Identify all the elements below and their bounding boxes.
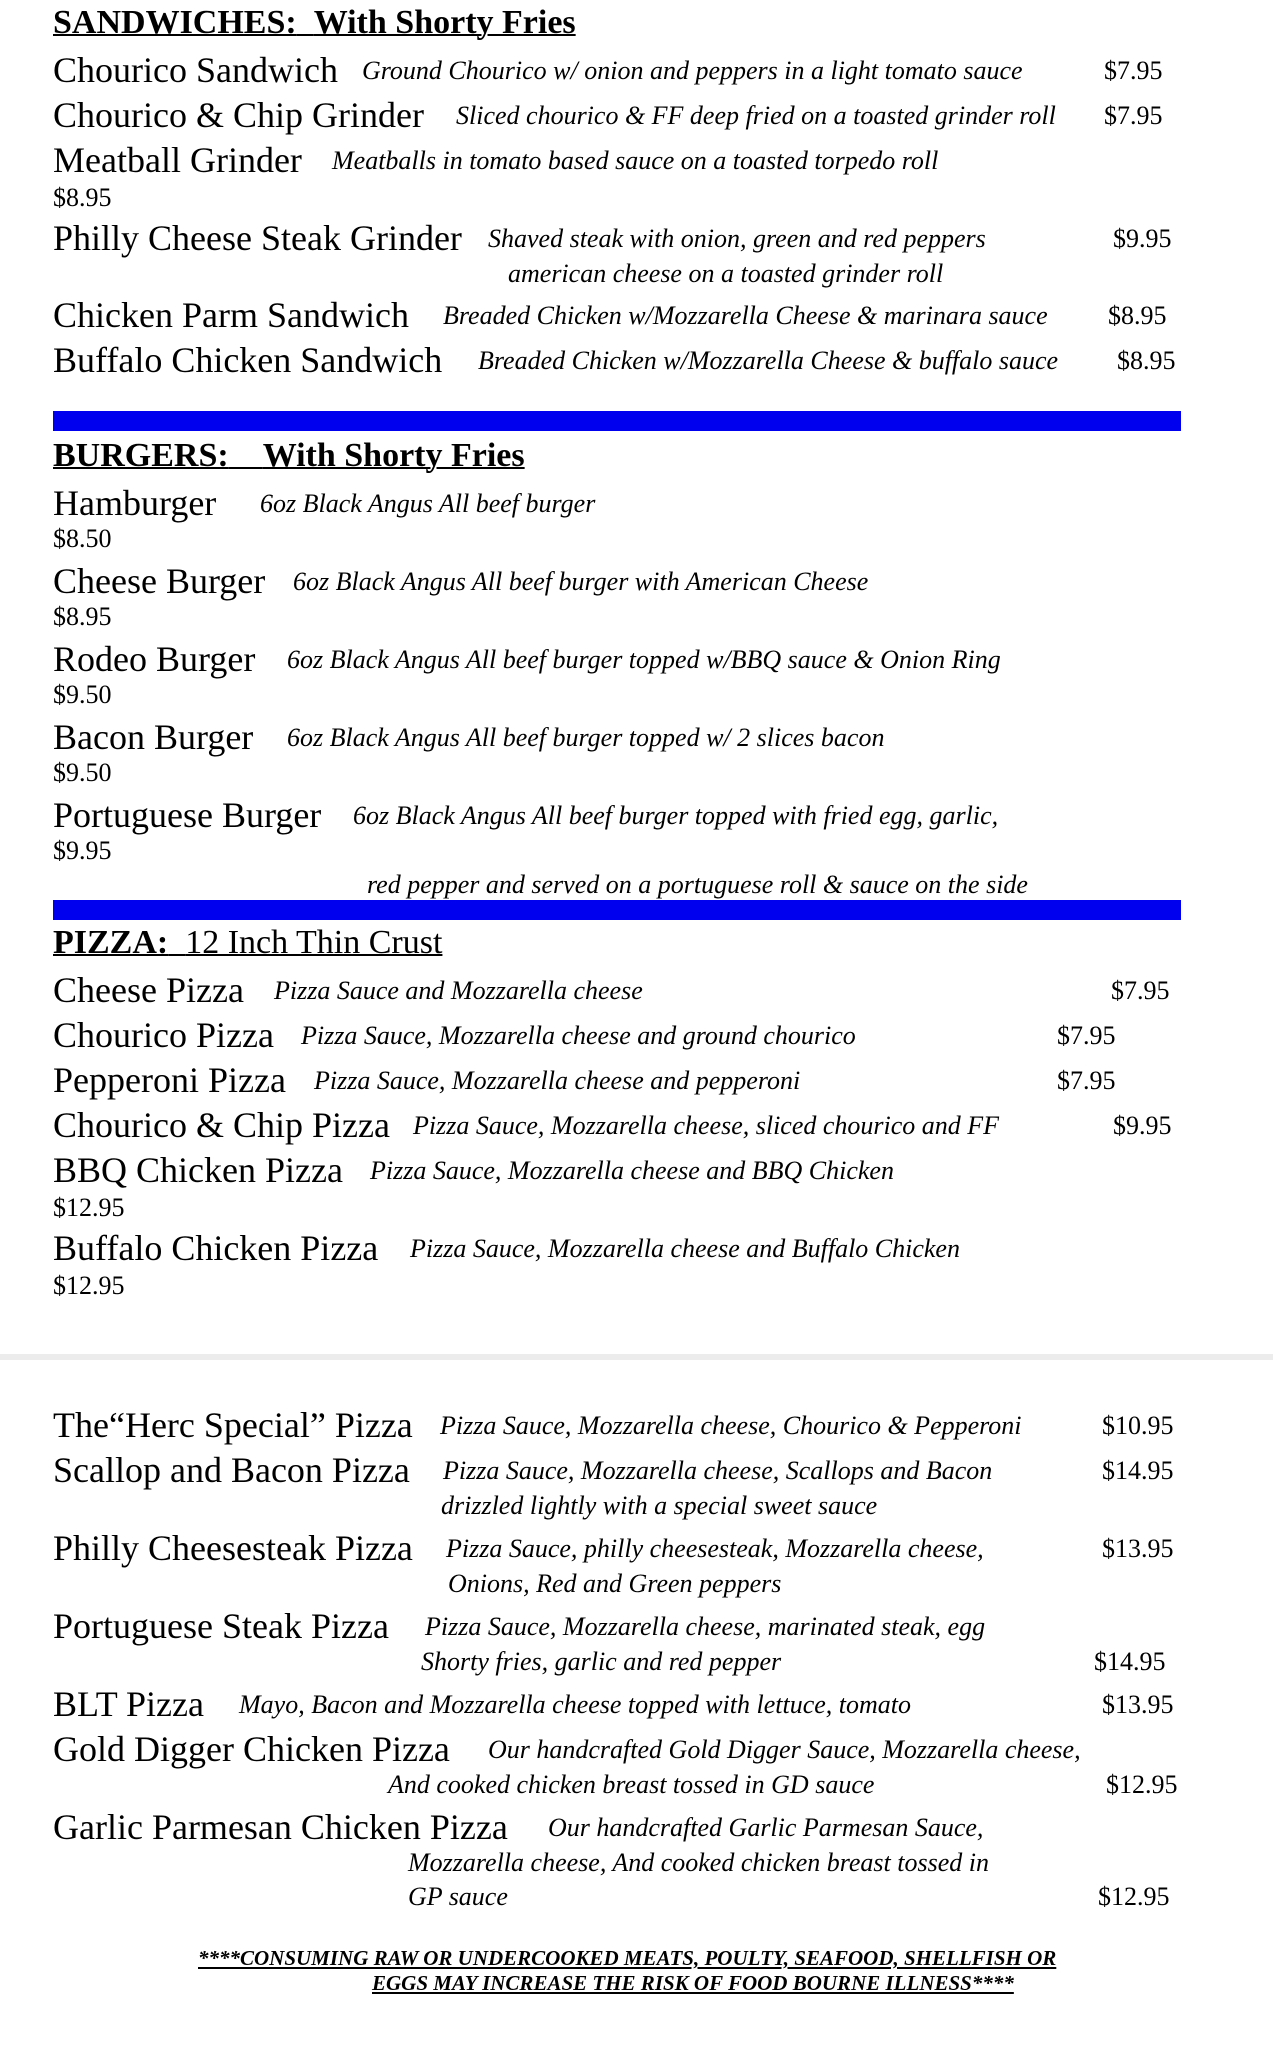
item-price-cheese-burger: $8.95 (53, 602, 112, 631)
divider-bar (53, 900, 1181, 920)
item-name-chicken-parm-sandwich: Chicken Parm Sandwich (53, 295, 409, 335)
item-price-chourico-sandwich: $7.95 (1104, 56, 1163, 85)
item-price-hamburger: $8.50 (53, 524, 112, 553)
item-desc-blt-pizza: Mayo, Bacon and Mozzarella cheese topped with lettuce, tomato (239, 1690, 912, 1719)
item-desc2-portuguese-burger: red pepper and served on a portuguese roll & sauce on the side (367, 870, 1028, 899)
item-desc-buffalo-chicken-pizza: Pizza Sauce, Mozzarella cheese and Buffalo Chicken (410, 1234, 960, 1263)
item-desc-portuguese-burger: 6oz Black Angus All beef burger topped with fried egg, garlic, (353, 801, 999, 830)
item-desc-chourico-chip-pizza: Pizza Sauce, Mozzarella cheese, sliced chourico and FF (413, 1111, 1000, 1140)
item-name-cheese-pizza: Cheese Pizza (53, 970, 244, 1010)
item-name-scallop-bacon-pizza: Scallop and Bacon Pizza (53, 1450, 410, 1490)
item-price-rodeo-burger: $9.50 (53, 680, 112, 709)
burgers-subtitle: With Shorty Fries (262, 437, 525, 474)
item-name-chourico-sandwich: Chourico Sandwich (53, 50, 338, 90)
item-name-chourico-chip-pizza: Chourico & Chip Pizza (53, 1105, 390, 1145)
item-desc-bbq-chicken-pizza: Pizza Sauce, Mozzarella cheese and BBQ Chicken (370, 1156, 894, 1185)
page-separator (0, 1354, 1273, 1360)
item-name-bbq-chicken-pizza: BBQ Chicken Pizza (53, 1150, 343, 1190)
item-price-meatball-grinder: $8.95 (53, 183, 112, 212)
item-name-cheese-burger: Cheese Burger (53, 561, 266, 601)
food-safety-warning-line1: ****CONSUMING RAW OR UNDERCOOKED MEATS, POULTY, SEAFOOD, SHELLFISH OR (198, 1946, 1057, 1970)
item-name-pepperoni-pizza: Pepperoni Pizza (53, 1060, 286, 1100)
item-desc-meatball-grinder: Meatballs in tomato based sauce on a toasted torpedo roll (332, 146, 939, 175)
item-price-portuguese-burger: $9.95 (53, 836, 112, 865)
item-name-garlic-parmesan-chicken-pizza: Garlic Parmesan Chicken Pizza (53, 1807, 508, 1847)
sandwiches-title: SANDWICHES: (53, 4, 297, 41)
item-name-herc-special-pizza: The“Herc Special” Pizza (53, 1405, 413, 1445)
item-desc3-garlic-parmesan-chicken-pizza: GP sauce (408, 1882, 508, 1911)
item-price-gold-digger-chicken-pizza: $12.95 (1106, 1770, 1178, 1799)
food-safety-warning-line2: EGGS MAY INCREASE THE RISK OF FOOD BOURNE ILLNESS**** (372, 1971, 1014, 1995)
item-price-portuguese-steak-pizza: $14.95 (1094, 1647, 1166, 1676)
item-price-scallop-bacon-pizza: $14.95 (1102, 1456, 1174, 1485)
item-desc-chourico-pizza: Pizza Sauce, Mozzarella cheese and ground chourico (301, 1021, 856, 1050)
item-desc-chicken-parm-sandwich: Breaded Chicken w/Mozzarella Cheese & marinara sauce (443, 301, 1048, 330)
item-name-gold-digger-chicken-pizza: Gold Digger Chicken Pizza (53, 1729, 450, 1769)
item-name-chourico-pizza: Chourico Pizza (53, 1015, 274, 1055)
pizza-title: PIZZA: (53, 924, 169, 961)
item-price-blt-pizza: $13.95 (1102, 1690, 1174, 1719)
item-name-blt-pizza: BLT Pizza (53, 1684, 204, 1724)
item-name-portuguese-burger: Portuguese Burger (53, 795, 322, 835)
item-name-hamburger: Hamburger (53, 483, 217, 523)
item-name-philly-cheese-steak-grinder: Philly Cheese Steak Grinder (53, 218, 462, 258)
item-price-bbq-chicken-pizza: $12.95 (53, 1193, 125, 1222)
item-desc-gold-digger-chicken-pizza: Our handcrafted Gold Digger Sauce, Mozzarella cheese, (488, 1735, 1081, 1764)
item-desc2-gold-digger-chicken-pizza: And cooked chicken breast tossed in GD sauce (388, 1770, 875, 1799)
burgers-heading (53, 439, 525, 473)
item-name-buffalo-chicken-sandwich: Buffalo Chicken Sandwich (53, 340, 443, 380)
item-desc2-portuguese-steak-pizza: Shorty fries, garlic and red pepper (421, 1647, 782, 1676)
item-desc-buffalo-chicken-sandwich: Breaded Chicken w/Mozzarella Cheese & buffalo sauce (478, 346, 1059, 375)
item-price-garlic-parmesan-chicken-pizza: $12.95 (1098, 1882, 1170, 1911)
item-desc-garlic-parmesan-chicken-pizza: Our handcrafted Garlic Parmesan Sauce, (548, 1813, 984, 1842)
sandwiches-heading (53, 6, 576, 40)
pizza-subtitle: 12 Inch Thin Crust (185, 924, 443, 961)
item-price-buffalo-chicken-pizza: $12.95 (53, 1271, 125, 1300)
item-desc2-scallop-bacon-pizza: drizzled lightly with a special sweet sauce (441, 1491, 878, 1520)
item-price-cheese-pizza: $7.95 (1111, 976, 1170, 1005)
item-desc-chourico-chip-grinder: Sliced chourico & FF deep fried on a toasted grinder roll (456, 101, 1056, 130)
item-price-philly-cheese-steak-grinder: $9.95 (1113, 224, 1172, 253)
item-name-chourico-chip-grinder: Chourico & Chip Grinder (53, 95, 424, 135)
divider-bar (53, 411, 1181, 431)
item-price-philly-cheesesteak-pizza: $13.95 (1102, 1534, 1174, 1563)
item-price-chourico-chip-grinder: $7.95 (1104, 101, 1163, 130)
item-desc-herc-special-pizza: Pizza Sauce, Mozzarella cheese, Chourico & Pepperoni (440, 1411, 1022, 1440)
item-price-chourico-chip-pizza: $9.95 (1113, 1111, 1172, 1140)
item-desc-chourico-sandwich: Ground Chourico w/ onion and peppers in a light tomato sauce (362, 56, 1023, 85)
item-desc2-garlic-parmesan-chicken-pizza: Mozzarella cheese, And cooked chicken breast tossed in (408, 1848, 989, 1877)
pizza-heading (53, 926, 442, 960)
item-desc-rodeo-burger: 6oz Black Angus All beef burger topped w/BBQ sauce & Onion Ring (287, 645, 1001, 674)
item-name-philly-cheesesteak-pizza: Philly Cheesesteak Pizza (53, 1528, 413, 1568)
item-name-meatball-grinder: Meatball Grinder (53, 140, 302, 180)
item-price-buffalo-chicken-sandwich: $8.95 (1117, 346, 1176, 375)
item-desc-pepperoni-pizza: Pizza Sauce, Mozzarella cheese and pepperoni (314, 1066, 801, 1095)
item-desc-cheese-burger: 6oz Black Angus All beef burger with American Cheese (293, 567, 869, 596)
item-price-herc-special-pizza: $10.95 (1102, 1411, 1174, 1440)
item-name-rodeo-burger: Rodeo Burger (53, 639, 256, 679)
item-price-pepperoni-pizza: $7.95 (1057, 1066, 1116, 1095)
item-desc2-philly-cheese-steak-grinder: american cheese on a toasted grinder roll (508, 259, 944, 288)
item-desc-bacon-burger: 6oz Black Angus All beef burger topped w/ 2 slices bacon (287, 723, 885, 752)
item-name-bacon-burger: Bacon Burger (53, 717, 254, 757)
item-name-portuguese-steak-pizza: Portuguese Steak Pizza (53, 1606, 389, 1646)
item-desc-portuguese-steak-pizza: Pizza Sauce, Mozzarella cheese, marinated steak, egg (425, 1612, 986, 1641)
item-desc-philly-cheesesteak-pizza: Pizza Sauce, philly cheesesteak, Mozzarella cheese, (446, 1534, 984, 1563)
item-price-chicken-parm-sandwich: $8.95 (1108, 301, 1167, 330)
item-desc-cheese-pizza: Pizza Sauce and Mozzarella cheese (274, 976, 643, 1005)
item-price-bacon-burger: $9.50 (53, 758, 112, 787)
item-desc-scallop-bacon-pizza: Pizza Sauce, Mozzarella cheese, Scallops and Bacon (443, 1456, 993, 1485)
item-name-buffalo-chicken-pizza: Buffalo Chicken Pizza (53, 1228, 379, 1268)
item-desc-hamburger: 6oz Black Angus All beef burger (260, 489, 596, 518)
sandwiches-subtitle: With Shorty Fries (313, 4, 576, 41)
item-desc-philly-cheese-steak-grinder: Shaved steak with onion, green and red peppers (488, 224, 986, 253)
burgers-title: BURGERS: (53, 437, 229, 474)
item-desc2-philly-cheesesteak-pizza: Onions, Red and Green peppers (448, 1569, 782, 1598)
item-price-chourico-pizza: $7.95 (1057, 1021, 1116, 1050)
